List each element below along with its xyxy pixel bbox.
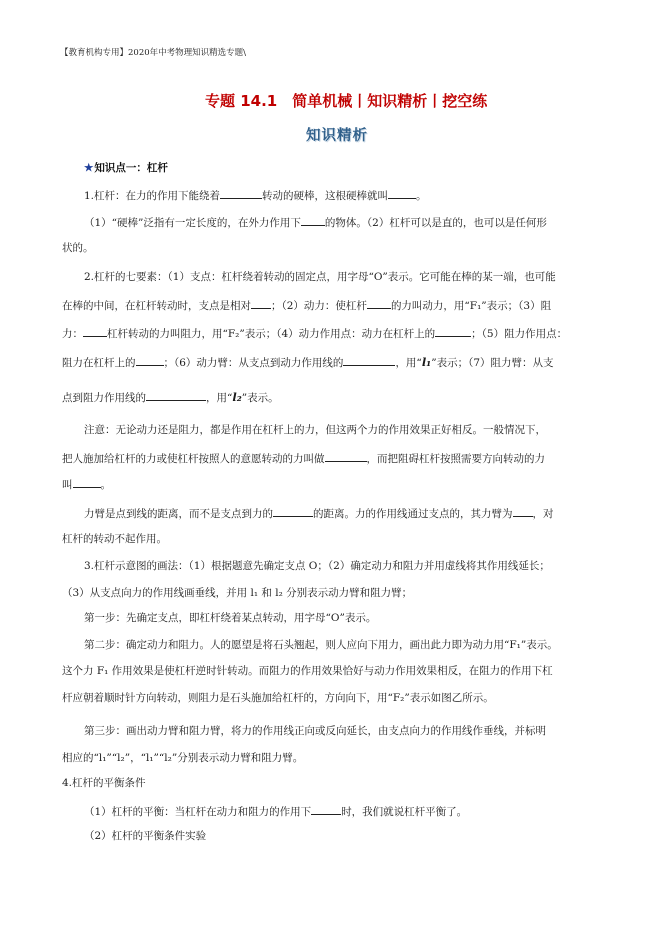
fill-blank[interactable] — [251, 297, 271, 309]
section-subtitle: 知识精析 — [306, 128, 368, 144]
fill-blank[interactable] — [146, 389, 206, 401]
text-line: 第三步：画出动力臂和阻力臂，将力的作用线正向或反向延长，由支点向力的作用线作垂线，并标明 — [84, 725, 546, 737]
text-line: 2.杠杆的七要素：（1）支点：杠杆绕着转动的固定点，用字母“O”表示。它可能在棒的某一端，也可能 — [84, 271, 556, 283]
knowledge-point-heading — [84, 160, 168, 175]
text-line: 力臂是点到线的距离，而不是支点到力的 的距离。力的作用线通过支点的，其力臂为 ，对 — [84, 505, 604, 521]
text-line: 叫 。 — [62, 476, 582, 492]
page-header: 【教育机构专用】2020年中考物理知识精选专题\ — [60, 48, 246, 58]
fill-blank[interactable] — [388, 187, 416, 199]
text-line: 状的。 — [62, 242, 94, 254]
knowledge-point-label: 知识点一：杠杆 — [94, 162, 168, 174]
text-line: 杠杆的转动不起作用。 — [62, 533, 167, 545]
fill-blank[interactable] — [343, 354, 395, 366]
text-line: 阻力在杠杆上的 ；（6）动力臂：从支点到动力作用线的 ，用“l₁”表示；（7）阻力臂：从支 — [62, 355, 554, 369]
lever-arm-symbol: l₁ — [421, 355, 432, 369]
fill-blank[interactable] — [301, 214, 325, 226]
text-line: 把人施加给杠杆的力或使杠杆按照人的意愿转动的力叫做 ，而把阻碍杠杆按照需要方向转动的力 — [62, 450, 582, 466]
text-line: 4.杠杆的平衡条件 — [62, 777, 146, 789]
fill-blank[interactable] — [273, 505, 313, 517]
lever-arm-symbol: l₂ — [232, 390, 242, 404]
text-line: 第一步：先确定支点，即杠杆绕着某点转动，用字母“O”表示。 — [84, 612, 377, 624]
text-line: 1.杠杆：在力的作用下能绕着 转动的硬棒，这根硬棒就叫 。 — [84, 187, 604, 203]
fill-blank[interactable] — [73, 476, 101, 488]
text-line: 力： 杠杆转动的力叫阻力，用“F₂”表示；（4）动力作用点：动力在杠杆上的 ；（5）阻力作用点： — [62, 325, 582, 341]
text-line: 点到阻力作用线的 ，用“l₂”表示。 — [62, 390, 279, 404]
text-line: （1）“硬棒”泛指有一定长度的，在外力作用下 的物体。（2）杠杆可以是直的，也可以是任何形 — [84, 214, 604, 230]
text-line: 注意：无论动力还是阻力，都是作用在杠杆上的力，但这两个力的作用效果正好相反。一般情况下， — [84, 424, 546, 436]
page-title: 专题 14.1 简单机械丨知识精析丨挖空练 — [205, 92, 488, 110]
text-line: （1）杠杆的平衡：当杠杆在动力和阻力的作用下 时，我们就说杠杆平衡了。 — [84, 803, 604, 819]
fill-blank[interactable] — [513, 505, 533, 517]
text-line: 这个力 F₁ 作用效果是使杠杆逆时针转动。而阻力的作用效果恰好与动力作用效果相反，在阻力的作用下杠 — [62, 665, 553, 677]
text-line: 第二步：确定动力和阻力。人的愿望是将石头翘起，则人应向下用力，画出此力即为动力用“F₁”表示。 — [84, 639, 558, 651]
text-line: 相应的“l₁”“l₂”，“l₁”“l₂”分别表示动力臂和阻力臂。 — [62, 752, 304, 764]
text-line: 3.杠杆示意图的画法：（1）根据题意先确定支点 O；（2）确定动力和阻力并用虚线将其作用线延长； — [84, 560, 550, 572]
fill-blank[interactable] — [367, 297, 391, 309]
star-icon: ★ — [84, 162, 94, 174]
text-line: 杆应朝着顺时针方向转动，则阻力是石头施加给杠杆的，方向向下，用“F₂”表示如图乙所示。 — [62, 692, 494, 704]
fill-blank[interactable] — [136, 354, 164, 366]
fill-blank[interactable] — [311, 803, 341, 815]
text-line: 在棒的中间，在杠杆转动时，支点是相对 ；（2）动力：使杠杆 的力叫动力，用“F₁”表示；（3）阻 — [62, 297, 582, 313]
text-line: （3）从支点向力的作用线画垂线，并用 l₁ 和 l₂ 分别表示动力臂和阻力臂； — [62, 587, 413, 599]
fill-blank[interactable] — [325, 450, 367, 462]
text-line: （2）杠杆的平衡条件实验 — [84, 830, 207, 842]
fill-blank[interactable] — [83, 325, 107, 337]
fill-blank[interactable] — [220, 187, 262, 199]
fill-blank[interactable] — [435, 325, 471, 337]
